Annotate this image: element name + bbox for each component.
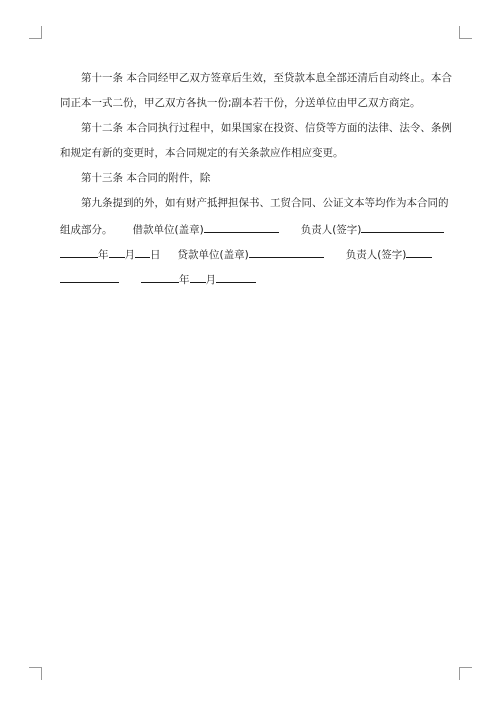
month-blank-2[interactable] <box>190 272 206 283</box>
borrower-seal-blank[interactable] <box>204 222 279 233</box>
year-blank-2[interactable] <box>141 272 179 283</box>
day-label: 日 <box>150 249 161 261</box>
corner-mark-bottom-left <box>29 667 42 680</box>
clause-13-line-2: 第九条提到的外，如有财产抵押担保书、工贸合同、公证文本等均作为本合同的 <box>81 197 449 209</box>
month-blank[interactable] <box>109 247 125 258</box>
lender-seal-label: 贷款单位(盖章) <box>177 249 249 261</box>
day-blank[interactable] <box>135 247 150 258</box>
trailing-blank[interactable] <box>216 272 256 283</box>
clause-13-line-1: 第十三条 本合同的附件，除 <box>81 172 211 184</box>
clause-11-line-2: 同正本一式二份，甲乙双方各执一份;副本若干份，分送单位由甲乙双方商定。 <box>60 97 421 109</box>
month-label-2: 月 <box>205 274 216 286</box>
borrower-seal-label: 借款单位(盖章) <box>132 224 204 236</box>
borrower-responsible-blank[interactable] <box>361 222 444 233</box>
year-blank[interactable] <box>60 247 98 258</box>
clause-11-line-1: 第十一条 本合同经甲乙双方签章后生效，至贷款本息全部还清后自动终止。本合 <box>81 72 452 84</box>
clause-12-line-2: 和规定有新的变更时，本合同规定的有关条款应作相应变更。 <box>60 147 344 159</box>
responsible-sign-label: 负责人(签字) <box>300 224 362 236</box>
signature-lead: 组成部分。 <box>60 224 113 236</box>
clause-12-line-1: 第十二条 本合同执行过程中，如果国家在投资、信贷等方面的法律、法令、条例 <box>81 122 452 134</box>
signature-line-3 <box>60 272 445 287</box>
year-label-2: 年 <box>179 274 190 286</box>
lender-responsible-blank[interactable] <box>406 247 432 258</box>
lender-seal-blank[interactable] <box>249 247 324 258</box>
month-label: 月 <box>124 249 135 261</box>
corner-mark-top-left <box>29 26 42 39</box>
signature-blank[interactable] <box>60 272 119 283</box>
lender-responsible-label: 负责人(签字) <box>345 249 407 261</box>
signature-line-1 <box>60 222 445 237</box>
year-label: 年 <box>98 249 109 261</box>
corner-mark-bottom-right <box>459 667 472 680</box>
signature-line-2 <box>60 247 445 262</box>
corner-mark-top-right <box>459 26 472 39</box>
